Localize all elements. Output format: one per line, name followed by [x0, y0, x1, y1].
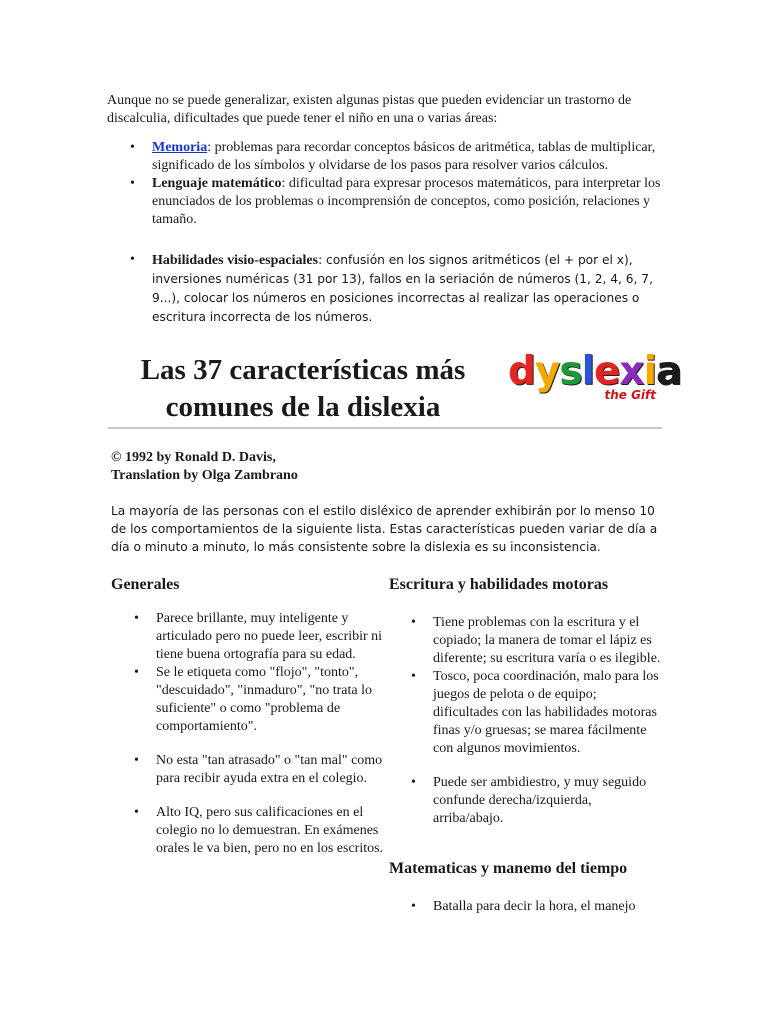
memoria-link[interactable]: Memoria: [152, 140, 208, 155]
intro-paragraph: Aunque no se puede generalizar, existen algunas pistas que pueden evidenciar un trastorno de discalculia, dificultades que puede tener el niño en una o varias áreas:: [107, 93, 632, 126]
areas-list: [152, 139, 662, 327]
credits-translator: Translation by Olga Zambrano: [111, 468, 298, 483]
matematicas-list: [433, 898, 665, 916]
list-item: [152, 251, 662, 327]
escritura-list: [433, 614, 665, 828]
divider: [108, 427, 662, 429]
title-line-1: Las 37 características más: [140, 354, 466, 386]
logo-letter: y: [534, 349, 560, 394]
list-item: • Tiene problemas con la escritura y el copiado; la manera de tomar el lápiz es diferente; su escritura varía o es ilegible.: [433, 614, 665, 668]
area-term: Lenguaje matemático: [152, 176, 282, 191]
list-item: • No esta "tan atrasado" o "tan mal" como para recibir ayuda extra en el colegio.: [156, 752, 388, 788]
list-item: • Batalla para decir la hora, el manejo: [433, 898, 665, 916]
lead-paragraph: La mayoría de las personas con el estilo disléxico de aprender exhibirán por lo menso 10 de los comportamientos de la siguiente lista. Estas características pueden variar de día a día o minuto a minuto, lo más consistente sobre la dislexia es su inconsistencia.: [111, 504, 658, 554]
area-text: : dificultad para expresar procesos matemáticos, para interpretar los enunciados de los problemas o incomprensión de conceptos, como posición, relaciones y tamaño.: [152, 176, 661, 227]
list-item: [152, 175, 662, 229]
list-item: • Tosco, poca coordinación, malo para los juegos de pelota o de equipo; dificultades con las habilidades motoras finas y/o gruesas; se marea fácilmente con algunos movimientos.: [433, 668, 665, 758]
area-term: Habilidades visio-espaciales: [152, 253, 319, 268]
area-text: : confusión en los signos aritméticos (el + por el x), inversiones numéricas (31 por 13), fallos en la seriación de números (1, 2, 4, 6, 7, 9...), colocar los números en posiciones incorrectas al realizar las operaciones o escritura incorrecta de los números.: [152, 253, 653, 324]
credits-author: © 1992 by Ronald D. Davis,: [111, 450, 276, 465]
list-item: • Puede ser ambidiestro, y muy seguido confunde derecha/izquierda, arriba/abajo.: [433, 774, 665, 828]
generales-heading: Generales: [111, 576, 180, 593]
logo-letter: i: [643, 349, 656, 394]
logo-wordmark: [508, 349, 682, 394]
credits: [111, 449, 298, 485]
title-line-2: comunes de la dislexia: [165, 391, 441, 423]
area-text: : problemas para recordar conceptos básicos de aritmética, tablas de multiplicar, significado de los símbolos y olvidarse de los pasos para resolver varios cálculos.: [152, 140, 656, 173]
list-item: • Parece brillante, muy inteligente y articulado pero no puede leer, escribir ni tiene buena ortografía para su edad.: [156, 610, 388, 664]
list-item: • Se le etiqueta como "flojo", "tonto", "descuidado", "inmaduro", "no trata lo suficiente" o como "problema de comportamiento".: [156, 664, 388, 736]
logo-letter: a: [655, 349, 682, 394]
logo-letter: e: [593, 349, 620, 394]
list-item: [152, 139, 662, 175]
dyslexia-the-gift-logo: [508, 349, 682, 406]
list-item: • Alto IQ, pero sus calificaciones en el colegio no lo demuestran. En exámenes orales le va bien, pero no en los escritos.: [156, 804, 388, 858]
generales-list: [156, 610, 388, 858]
matematicas-heading: Matematicas y manemo del tiempo: [389, 860, 628, 877]
logo-letter: l: [581, 349, 594, 394]
logo-letter: x: [619, 349, 644, 394]
logo-letter: d: [508, 349, 535, 394]
escritura-heading: Escritura y habilidades motoras: [389, 576, 609, 593]
logo-tagline: the Gift: [604, 388, 656, 402]
page-title: [118, 352, 488, 426]
logo-letter: s: [559, 349, 582, 394]
